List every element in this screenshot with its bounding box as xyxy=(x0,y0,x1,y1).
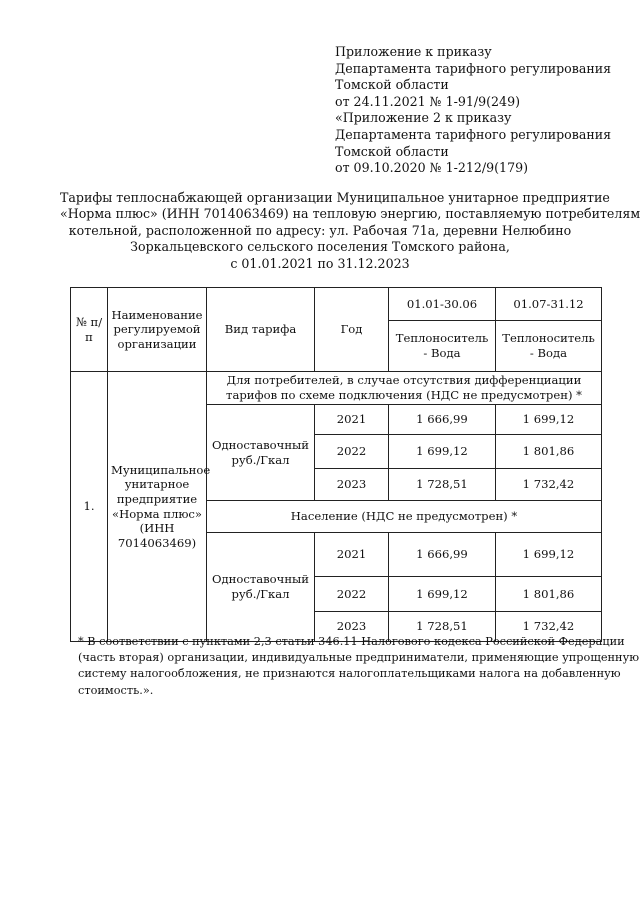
header-line: от 09.10.2020 № 1-212/9(179) xyxy=(335,160,529,176)
header-carrier-1: Теплоноситель - Вода xyxy=(389,321,496,372)
year-cell: 2023 xyxy=(315,612,389,642)
year-cell: 2022 xyxy=(315,435,389,469)
tariff-value: 1 699,12 xyxy=(389,435,496,469)
header-number: № п/п xyxy=(71,288,108,372)
year-cell: 2023 xyxy=(315,469,389,501)
footnote-line: систему налогообложения, не признаются налогоплательщиками налога на добавленную xyxy=(78,667,621,681)
header-period-2: 01.07-31.12 xyxy=(496,288,602,321)
year-cell: 2022 xyxy=(315,577,389,612)
header-line: «Приложение 2 к приказу xyxy=(335,110,512,126)
tariff-value: 1 732,42 xyxy=(496,612,602,642)
header-line: Томской области xyxy=(335,143,449,159)
header-organization: Наименование регулируемой организации xyxy=(108,288,207,372)
title-line: «Норма плюс» (ИНН 7014063469) на тепловую энергию, поставляемую потребителям xyxy=(60,206,640,222)
header-line: Приложение к приказу xyxy=(335,44,492,59)
year-cell: 2021 xyxy=(315,533,389,577)
row-number: 1. xyxy=(71,372,108,642)
tariff-value: 1 728,51 xyxy=(389,469,496,501)
tariff-type-population: Одноставочный руб./Гкал xyxy=(207,533,315,642)
tariff-table xyxy=(70,287,602,642)
year-cell: 2021 xyxy=(315,405,389,435)
footnote-line: стоимость.». xyxy=(78,683,154,697)
tariff-value: 1 699,12 xyxy=(389,577,496,612)
tariff-value: 1 801,86 xyxy=(496,577,602,612)
title-line: с 01.01.2021 по 31.12.2023 xyxy=(230,255,410,271)
section-population: Население (НДС не предусмотрен) * xyxy=(207,501,602,533)
header-line: Томской области xyxy=(335,77,449,93)
tariff-value: 1 699,12 xyxy=(496,405,602,435)
tariff-value: 1 801,86 xyxy=(496,435,602,469)
order-header xyxy=(335,44,625,177)
header-line: Департамента тарифного регулирования xyxy=(335,126,612,142)
header-tariff-type: Вид тарифа xyxy=(207,288,315,372)
tax-footnote xyxy=(78,634,640,699)
title-line: Тарифы теплоснабжающей организации Муниципальное унитарное предприятие xyxy=(60,190,610,205)
footnote-line: * В соответствии с пунктами 2,3 статьи 346.11 Налогового кодекса Российской Федерации xyxy=(78,635,625,648)
tariff-value: 1 666,99 xyxy=(389,533,496,577)
title-line: котельной, расположенной по адресу: ул. Рабочая 71а, деревни Нелюбино xyxy=(68,222,572,238)
tariff-value: 1 728,51 xyxy=(389,612,496,642)
section-consumers: Для потребителей, в случае отсутствия дифференциации тарифов по схеме подключения (НДС не предусмотрен) * xyxy=(207,372,602,405)
tariff-value: 1 699,12 xyxy=(496,533,602,577)
organization-name: Муниципальное унитарное предприятие «Норма плюс» (ИНН 7014063469) xyxy=(108,372,207,642)
tariff-value: 1 666,99 xyxy=(389,405,496,435)
tariff-type-consumers: Одноставочный руб./Гкал xyxy=(207,405,315,501)
tariff-value: 1 732,42 xyxy=(496,469,602,501)
footnote-line: (часть вторая) организации, индивидуальные предприниматели, применяющие упрощенную xyxy=(78,651,640,665)
document-title xyxy=(60,190,640,272)
header-line: от 24.11.2021 № 1-91/9(249) xyxy=(335,93,520,109)
header-line: Департамента тарифного регулирования xyxy=(335,60,612,76)
title-line: Зоркальцевского сельского поселения Томского района, xyxy=(130,239,510,255)
header-period-1: 01.01-30.06 xyxy=(389,288,496,321)
header-carrier-2: Теплоноситель - Вода xyxy=(496,321,602,372)
header-year: Год xyxy=(315,288,389,372)
